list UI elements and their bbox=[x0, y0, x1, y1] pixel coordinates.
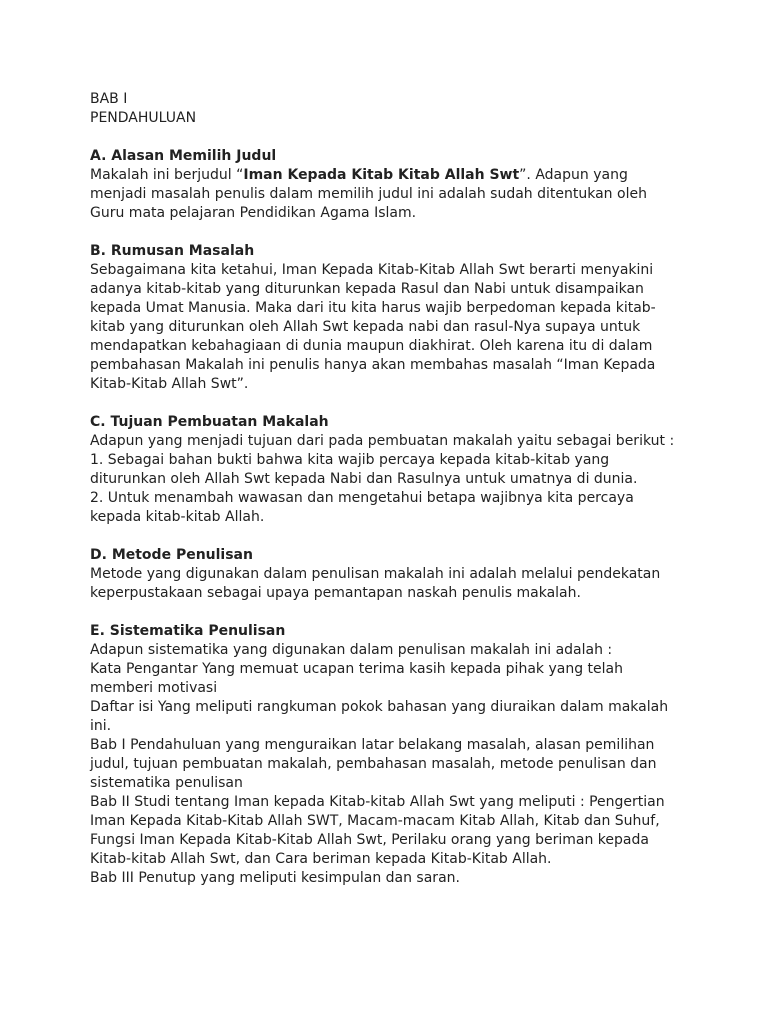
section-e-line: Kitab-kitab Allah Swt, dan Cara beriman kepada Kitab-Kitab Allah. bbox=[90, 851, 552, 867]
section-b-line: Kitab-Kitab Allah Swt”. bbox=[90, 376, 249, 392]
section-b-line: adanya kitab-kitab yang diturunkan kepada Rasul dan Nabi untuk disampaikan bbox=[90, 281, 644, 297]
section-e-line: ini. bbox=[90, 718, 112, 734]
spacer bbox=[90, 128, 690, 147]
section-d-line: Metode yang digunakan dalam penulisan makalah ini adalah melalui pendekatan bbox=[90, 566, 661, 582]
section-e-line: Bab III Penutup yang meliputi kesimpulan dan saran. bbox=[90, 870, 460, 886]
section-e-line: Kata Pengantar Yang memuat ucapan terima kasih kepada pihak yang telah bbox=[90, 661, 623, 677]
spacer bbox=[90, 603, 690, 622]
section-a-line-1-suffix: ”. Adapun yang bbox=[519, 167, 628, 183]
section-e-line: Bab II Studi tentang Iman kepada Kitab-kitab Allah Swt yang meliputi : Pengertian bbox=[90, 794, 665, 810]
section-a-line-3: Guru mata pelajaran Pendidikan Agama Islam. bbox=[90, 205, 417, 221]
section-d-heading: D. Metode Penulisan bbox=[90, 547, 253, 563]
section-b-line: mendapatkan kebahagiaan di dunia maupun diakhirat. Oleh karena itu di dalam bbox=[90, 338, 653, 354]
spacer bbox=[90, 394, 690, 413]
section-a-title-bold: Iman Kepada Kitab Kitab Allah Swt bbox=[243, 167, 520, 183]
section-c-line: diturunkan oleh Allah Swt kepada Nabi dan Rasulnya untuk umatnya di dunia. bbox=[90, 471, 638, 487]
section-e-line: Bab I Pendahuluan yang menguraikan latar belakang masalah, alasan pemilihan bbox=[90, 737, 655, 753]
section-e-line: memberi motivasi bbox=[90, 680, 218, 696]
chapter-title: PENDAHULUAN bbox=[90, 110, 197, 126]
spacer bbox=[90, 223, 690, 242]
section-b-line: kitab yang diturunkan oleh Allah Swt kepada nabi dan rasul-Nya supaya untuk bbox=[90, 319, 641, 335]
chapter-number: BAB I bbox=[90, 91, 128, 107]
section-e-line: Adapun sistematika yang digunakan dalam penulisan makalah ini adalah : bbox=[90, 642, 613, 658]
section-e-line: judul, tujuan pembuatan makalah, pembahasan masalah, metode penulisan dan bbox=[90, 756, 657, 772]
section-c-line: 1. Sebagai bahan bukti bahwa kita wajib percaya kepada kitab-kitab yang bbox=[90, 452, 610, 468]
section-b-line: Sebagaimana kita ketahui, Iman Kepada Kitab-Kitab Allah Swt berarti menyakini bbox=[90, 262, 654, 278]
section-b-heading: B. Rumusan Masalah bbox=[90, 243, 255, 259]
section-e-heading: E. Sistematika Penulisan bbox=[90, 623, 286, 639]
section-e-line: Daftar isi Yang meliputi rangkuman pokok bahasan yang diuraikan dalam makalah bbox=[90, 699, 669, 715]
section-c-heading: C. Tujuan Pembuatan Makalah bbox=[90, 414, 329, 430]
section-e-line: Iman Kepada Kitab-Kitab Allah SWT, Macam-macam Kitab Allah, Kitab dan Suhuf, bbox=[90, 813, 660, 829]
section-e-line: sistematika penulisan bbox=[90, 775, 243, 791]
section-e-line: Fungsi Iman Kepada Kitab-Kitab Allah Swt, Perilaku orang yang beriman kepada bbox=[90, 832, 649, 848]
section-a-line-2: menjadi masalah penulis dalam memilih judul ini adalah sudah ditentukan oleh bbox=[90, 186, 647, 202]
section-a-heading: A. Alasan Memilih Judul bbox=[90, 148, 277, 164]
section-b-line: pembahasan Makalah ini penulis hanya akan membahas masalah “Iman Kepada bbox=[90, 357, 656, 373]
section-a-line-1-prefix: Makalah ini berjudul “ bbox=[90, 167, 244, 183]
section-a-line-1 bbox=[90, 166, 690, 185]
section-d-line: keperpustakaan sebagai upaya pemantapan naskah penulis makalah. bbox=[90, 585, 581, 601]
section-c-line: kepada kitab-kitab Allah. bbox=[90, 509, 265, 525]
section-c-line: 2. Untuk menambah wawasan dan mengetahui betapa wajibnya kita percaya bbox=[90, 490, 634, 506]
spacer bbox=[90, 527, 690, 546]
section-c-line: Adapun yang menjadi tujuan dari pada pembuatan makalah yaitu sebagai berikut : bbox=[90, 433, 675, 449]
document-page bbox=[90, 90, 690, 888]
section-b-line: kepada Umat Manusia. Maka dari itu kita harus wajib berpedoman kepada kitab- bbox=[90, 300, 656, 316]
